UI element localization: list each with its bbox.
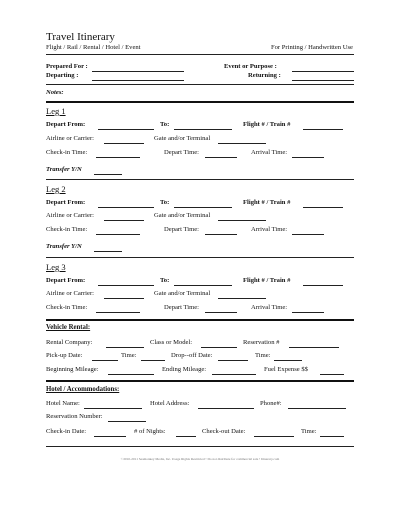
flight-train-label: Flight # / Train # <box>243 121 291 128</box>
flight-train-label: Flight # / Train # <box>243 277 291 284</box>
leg-1-checkin-field[interactable] <box>96 157 140 158</box>
leg-2-checkin-field[interactable] <box>96 234 140 235</box>
fuel-expense-field[interactable] <box>320 374 344 375</box>
pickup-date-label: Pick-up Date: <box>46 352 83 359</box>
departing-label: Departing : <box>46 72 79 79</box>
notes-row <box>46 89 354 101</box>
leg-1-to-field[interactable] <box>174 129 232 130</box>
reservation-number-label: Reservation Number: <box>46 413 103 420</box>
rental-company-label: Rental Company: <box>46 339 93 346</box>
leg-2-depart-from-field[interactable] <box>98 207 154 208</box>
departing-row <box>46 72 354 84</box>
depart-from-label: Depart From: <box>46 199 86 206</box>
reservation-field[interactable] <box>289 347 339 348</box>
hotel-time-field[interactable] <box>320 436 344 437</box>
leg-1-gate-field[interactable] <box>218 143 266 144</box>
vehicle-row-2 <box>46 352 354 364</box>
vehicle-rental-title: Vehicle Rental: <box>46 324 91 331</box>
pickup-time-field[interactable] <box>141 360 165 361</box>
leg-1-flight-field[interactable] <box>303 129 343 130</box>
airline-label: Airline or Carrier: <box>46 135 94 142</box>
leg-2-arrival-time-field[interactable] <box>292 234 324 235</box>
checkin-label: Check-in Time: <box>46 149 88 156</box>
document-subtitle: Flight / Rail / Rental / Hotel / Event <box>46 44 141 51</box>
leg-2-flight-field[interactable] <box>303 207 343 208</box>
vehicle-rule <box>46 380 354 382</box>
pickup-date-field[interactable] <box>92 360 118 361</box>
beginning-mileage-label: Beginning Mileage: <box>46 366 99 373</box>
class-model-field[interactable] <box>201 347 237 348</box>
document-title: Travel Itinerary <box>46 31 115 43</box>
leg-3-title: Leg 3 <box>46 262 66 272</box>
header-rule <box>46 54 354 55</box>
pickup-time-label: Time: <box>121 352 137 359</box>
leg-2-to-field[interactable] <box>174 207 232 208</box>
notes-label: Notes: <box>46 89 64 96</box>
leg-2-title: Leg 2 <box>46 184 66 194</box>
hotel-name-field[interactable] <box>84 408 142 409</box>
leg-2-depart-row <box>46 199 354 211</box>
event-purpose-label: Event or Purpose : <box>224 63 277 70</box>
hotel-row-2 <box>46 413 354 425</box>
checkout-date-label: Check-out Date: <box>202 428 246 435</box>
transfer-label: Transfer Y/N <box>46 166 82 173</box>
leg-3-carrier-row <box>46 290 354 302</box>
leg-3-gate-field[interactable] <box>218 298 266 299</box>
hotel-rule <box>46 446 354 447</box>
hotel-name-label: Hotel Name: <box>46 400 80 407</box>
leg-3-depart-row <box>46 277 354 289</box>
leg-1-times-row <box>46 149 354 161</box>
rental-company-field[interactable] <box>106 347 144 348</box>
leg-1-title: Leg 1 <box>46 106 66 116</box>
hotel-time-label: Time: <box>301 428 317 435</box>
leg-1-depart-time-field[interactable] <box>205 157 237 158</box>
depart-from-label: Depart From: <box>46 121 86 128</box>
leg-3-to-field[interactable] <box>174 285 232 286</box>
to-label: To: <box>160 121 170 128</box>
leg-1-transfer-row <box>46 166 354 178</box>
leg-3-depart-time-field[interactable] <box>205 312 237 313</box>
leg-1-airline-field[interactable] <box>104 143 144 144</box>
vehicle-row-1 <box>46 339 354 351</box>
ending-mileage-label: Ending Mileage: <box>162 366 207 373</box>
arrival-time-label: Arrival Time: <box>251 226 288 233</box>
hotel-row-1 <box>46 400 354 412</box>
nights-field[interactable] <box>176 436 196 437</box>
dropoff-date-label: Drop--off Date: <box>171 352 213 359</box>
dropoff-date-field[interactable] <box>218 360 248 361</box>
checkin-date-label: Check-in Date: <box>46 428 87 435</box>
top-rule <box>46 84 354 85</box>
leg-3-depart-from-field[interactable] <box>98 285 154 286</box>
leg-3-times-row <box>46 304 354 316</box>
hotel-title: Hotel / Accommodations: <box>46 386 120 393</box>
leg-2-transfer-field[interactable] <box>94 251 122 252</box>
prepared-for-label: Prepared For : <box>46 63 88 70</box>
fuel-expense-label: Fuel Expense $$ <box>264 366 308 373</box>
leg-1-carrier-row <box>46 135 354 147</box>
gate-label: Gate and/or Terminal <box>154 135 211 142</box>
leg-3-checkin-field[interactable] <box>96 312 140 313</box>
leg-1-transfer-field[interactable] <box>94 174 122 175</box>
beginning-mileage-field[interactable] <box>108 374 154 375</box>
leg-1-arrival-time-field[interactable] <box>292 157 324 158</box>
arrival-time-label: Arrival Time: <box>251 304 288 311</box>
depart-time-label: Depart Time: <box>164 149 199 156</box>
gate-label: Gate and/or Terminal <box>154 212 211 219</box>
nights-label: # of Nights: <box>134 428 166 435</box>
to-label: To: <box>160 199 170 206</box>
leg-1-rule <box>46 179 354 180</box>
checkout-date-field[interactable] <box>254 436 294 437</box>
hotel-address-field[interactable] <box>198 408 254 409</box>
leg-2-airline-field[interactable] <box>104 220 144 221</box>
ending-mileage-field[interactable] <box>212 374 256 375</box>
class-model-label: Class or Model: <box>150 339 193 346</box>
leg-2-rule <box>46 257 354 258</box>
leg-2-gate-field[interactable] <box>218 220 266 221</box>
reservation-label: Reservation # <box>243 339 280 346</box>
checkin-label: Check-in Time: <box>46 226 88 233</box>
leg-2-times-row <box>46 226 354 238</box>
phone-label: Phone#: <box>260 400 282 407</box>
leg-1-depart-row <box>46 121 354 133</box>
checkin-date-field[interactable] <box>94 436 126 437</box>
depart-from-label: Depart From: <box>46 277 86 284</box>
copyright-footer: ©2010-2011 Seamonkey Media, Inc. Usage Rights Restricted • Do not distribute for commercial sale • Itinerary.com <box>120 457 280 461</box>
vehicle-row-3 <box>46 366 354 378</box>
gate-label: Gate and/or Terminal <box>154 290 211 297</box>
notes-rule <box>46 101 354 103</box>
checkin-label: Check-in Time: <box>46 304 88 311</box>
leg-1-depart-from-field[interactable] <box>98 129 154 130</box>
airline-label: Airline or Carrier: <box>46 212 94 219</box>
reservation-number-field[interactable] <box>108 421 146 422</box>
airline-label: Airline or Carrier: <box>46 290 94 297</box>
returning-label: Returning : <box>248 72 281 79</box>
leg-3-arrival-time-field[interactable] <box>292 312 324 313</box>
leg-3-flight-field[interactable] <box>303 285 343 286</box>
returning-field[interactable] <box>292 80 354 81</box>
hotel-row-3 <box>46 428 354 440</box>
to-label: To: <box>160 277 170 284</box>
leg-3-airline-field[interactable] <box>104 298 144 299</box>
transfer-label: Transfer Y/N <box>46 243 82 250</box>
depart-time-label: Depart Time: <box>164 226 199 233</box>
departing-field[interactable] <box>92 80 184 81</box>
hotel-address-label: Hotel Address: <box>150 400 190 407</box>
dropoff-time-field[interactable] <box>274 360 302 361</box>
leg-2-carrier-row <box>46 212 354 224</box>
leg-2-transfer-row <box>46 243 354 255</box>
flight-train-label: Flight # / Train # <box>243 199 291 206</box>
phone-field[interactable] <box>288 408 346 409</box>
leg-3-rule <box>46 319 354 321</box>
leg-2-depart-time-field[interactable] <box>205 234 237 235</box>
usage-note: For Printing / Handwritten Use <box>270 44 353 51</box>
depart-time-label: Depart Time: <box>164 304 199 311</box>
arrival-time-label: Arrival Time: <box>251 149 288 156</box>
dropoff-time-label: Time: <box>255 352 271 359</box>
